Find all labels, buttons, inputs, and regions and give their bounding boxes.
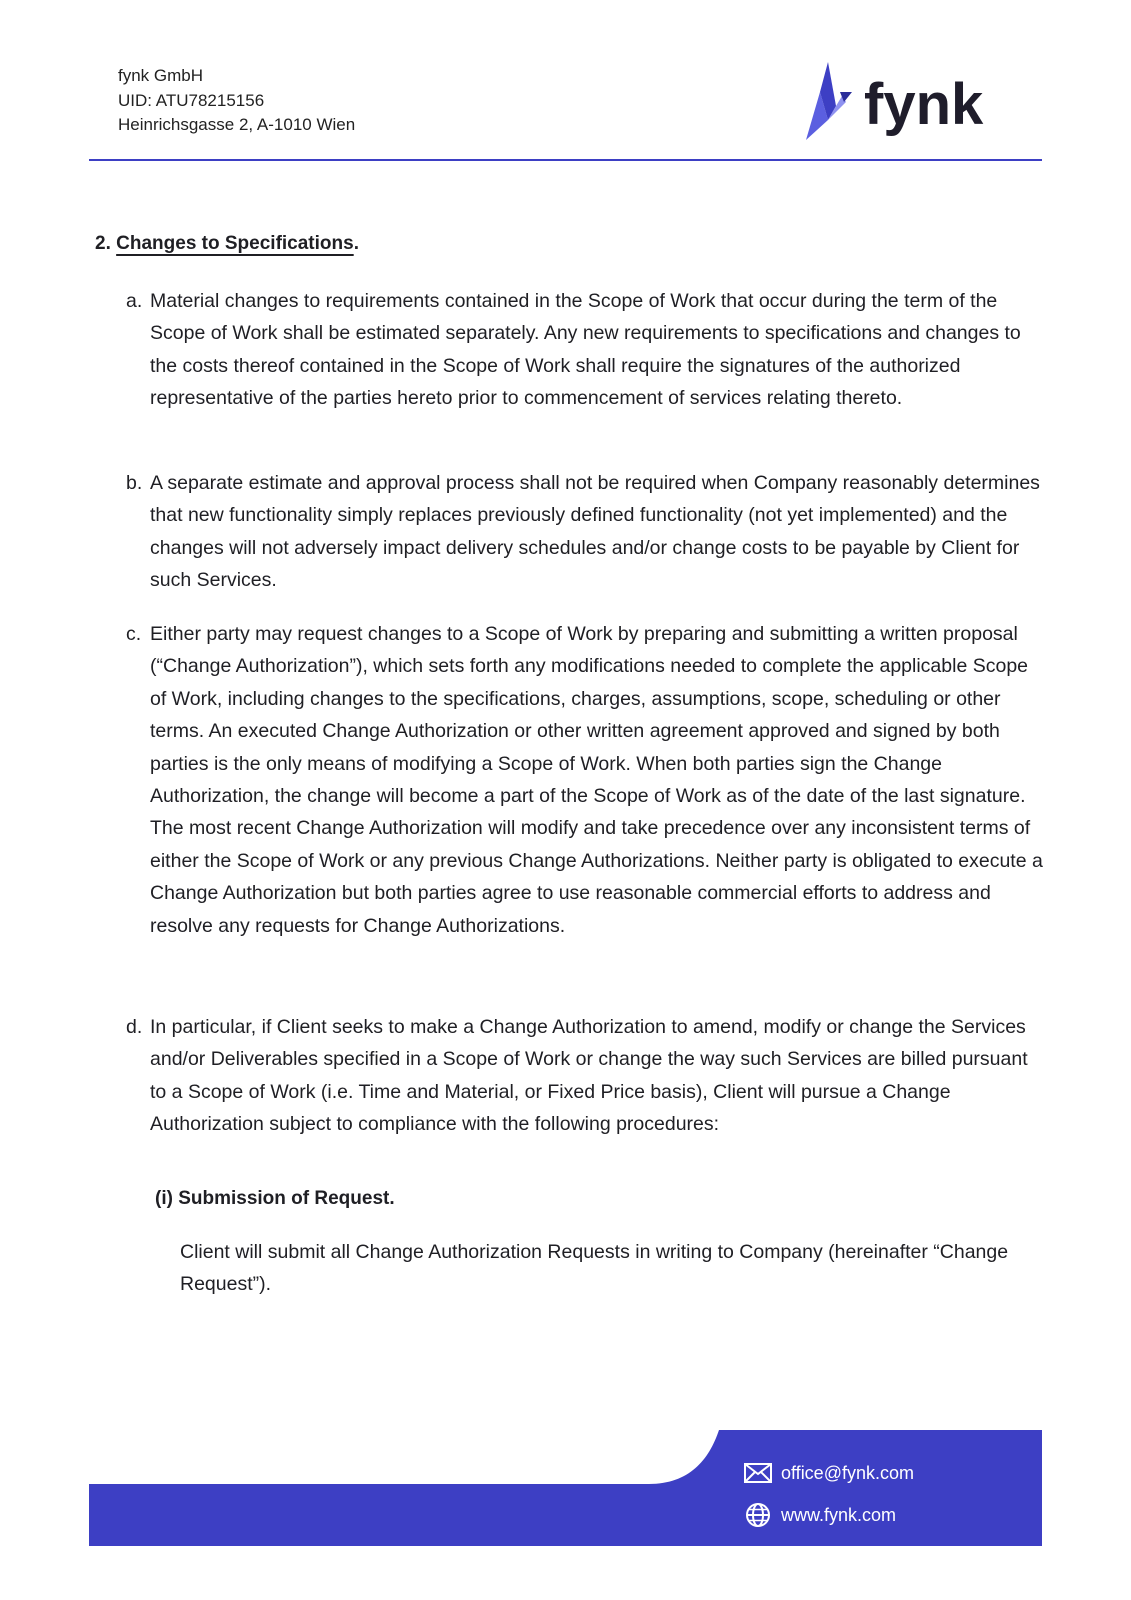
clause-c — [126, 618, 1046, 942]
clause-text: In particular, if Client seeks to make a Change Authorization to amend, modify or change the Services and/or Deliverables specified in a Scope of Work or change the way such Services are billed pursuant to a Scope of Work (i.e. Time and Material, or Fixed Price basis), Client will pursue a Change Authorization subject to compliance with the following procedures: — [150, 1016, 1028, 1136]
company-info — [118, 64, 355, 138]
fynk-logo — [806, 62, 1006, 142]
footer-email[interactable] — [743, 1460, 914, 1486]
section-heading: Changes to Specifications — [116, 233, 354, 254]
email-text[interactable]: office@fynk.com — [781, 1462, 914, 1483]
clause-label: d. — [126, 1016, 143, 1038]
website-text[interactable]: www.fynk.com — [781, 1504, 897, 1525]
company-address: Heinrichsgasse 2, A-1010 Wien — [118, 115, 356, 134]
envelope-icon — [743, 1460, 773, 1486]
clause-text: A separate estimate and approval process shall not be required when Company reasonably determines that new functionality simply replaces previously defined functionality (not yet implemented) and the changes will not adversely impact delivery schedules and/or change costs to be payable by Client for such Services. — [150, 472, 1040, 592]
header-divider — [89, 159, 1042, 161]
company-uid: UID: ATU78215156 — [118, 90, 265, 110]
clause-label: a. — [126, 290, 143, 312]
subsection-title: (i) Submission of Request. — [155, 1188, 395, 1209]
globe-icon — [743, 1502, 773, 1528]
clause-label: c. — [126, 623, 142, 645]
clause-d — [126, 1011, 1046, 1141]
section-number: 2. — [95, 233, 111, 254]
company-name: fynk GmbH — [118, 66, 204, 85]
logo-wordmark: fynk — [864, 72, 984, 137]
logo-bird-icon — [806, 62, 1006, 142]
clause-label: b. — [126, 472, 143, 494]
section-title — [95, 231, 359, 257]
footer-website[interactable] — [743, 1502, 896, 1528]
clause-text: Either party may request changes to a Scope of Work by preparing and submitting a written proposal (“Change Authorization”), which sets forth any modifications needed to complete the applicable Scope of Work, including changes to the specifications, charges, assumptions, scope, scheduling or other terms. An executed Change Authorization or other written agreement approved and signed by both parties is the only means of modifying a Scope of Work. When both parties sign the Change Authorization, the change will become a part of the Scope of Work as of the date of the last signature. The most recent Change Authorization will modify and take precedence over any inconsistent terms of either the Scope of Work or any previous Change Authorizations. Neither party is obligated to execute a Change Authorization but both parties agree to use reasonable commercial efforts to address and resolve any requests for Change Authorizations. — [150, 623, 1043, 937]
page-footer — [89, 1430, 1042, 1546]
clause-b — [126, 467, 1046, 597]
footer-band — [89, 1430, 1042, 1546]
section-heading-period: . — [353, 233, 359, 254]
clause-a — [126, 285, 1046, 415]
subsection-text: Client will submit all Change Authorization Requests in writing to Company (hereinafter “Change Request”). — [180, 1241, 1009, 1296]
clause-text: Material changes to requirements contained in the Scope of Work that occur during the term of the Scope of Work shall be estimated separately. Any new requirements to specifications and changes to the costs thereof contained in the Scope of Work shall require the signatures of the authorized representative of the parties hereto prior to commencement of services relating thereto. — [150, 290, 1021, 410]
